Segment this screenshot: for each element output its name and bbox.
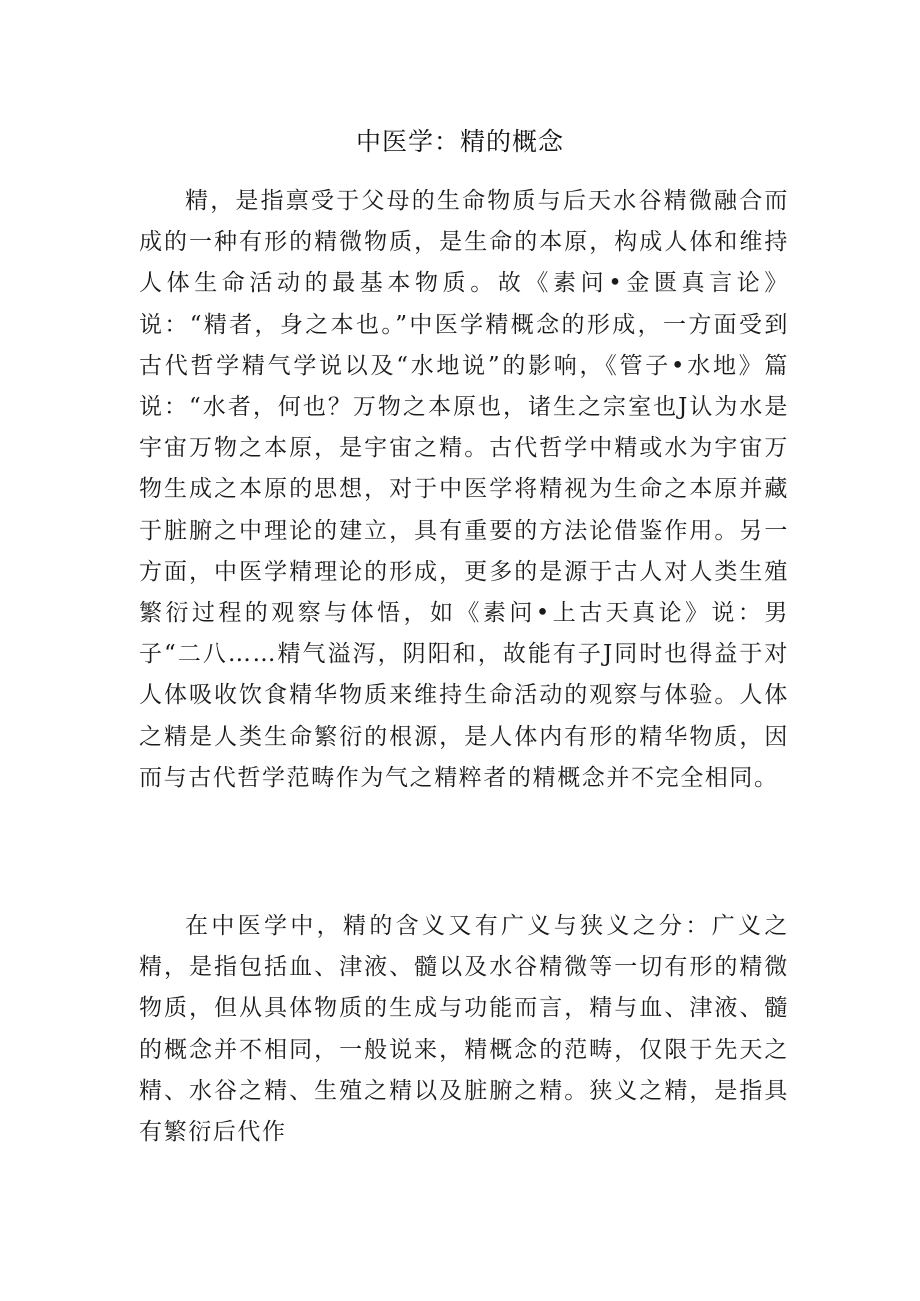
paragraph-1: 精，是指禀受于父母的生命物质与后天水谷精微融合而成的一种有形的精微物质，是生命的本原，构成人体和维持人体生命活动的最基本物质。故《素问•金匮真言论》说：“精者，身之本也。”中医学精概念的形成，一方面受到古代哲学精气学说以及“水地说”的影响，《管子•水地》篇说：“水者，何也？万物之本原也，诸生之宗室也J认为水是宇宙万物之本原，是宇宙之精。古代哲学中精或水为宇宙万物生成之本原的思想，对于中医学将精视为生命之本原并藏于脏腑之中理论的建立，具有重要的方法论借鉴作用。另一方面，中医学精理论的形成，更多的是源于古人对人类生殖繁衍过程的观察与体悟，如《素问•上古天真论》说：男子“二八……精气溢泻，阴阳和，故能有子J同时也得益于对人体吸收饮食精华物质来维持生命活动的观察与体验。人体之精是人类生命繁衍的根源，是人体内有形的精华物质，因而与古代哲学范畴作为气之精粹者的精概念并不完全相同。 [139,188,789,791]
paragraph-2: 在中医学中，精的含义又有广义与狭义之分：广义之精，是指包括血、津液、髓以及水谷精微等一切有形的精微物质，但从具体物质的生成与功能而言，精与血、津液、髓的概念并不相同，一般说来，精概念的范畴，仅限于先天之精、水谷之精、生殖之精以及脏腑之精。狭义之精，是指具有繁衍后代作 [139,913,789,1146]
document-title: 中医学：精的概念 [355,127,564,156]
